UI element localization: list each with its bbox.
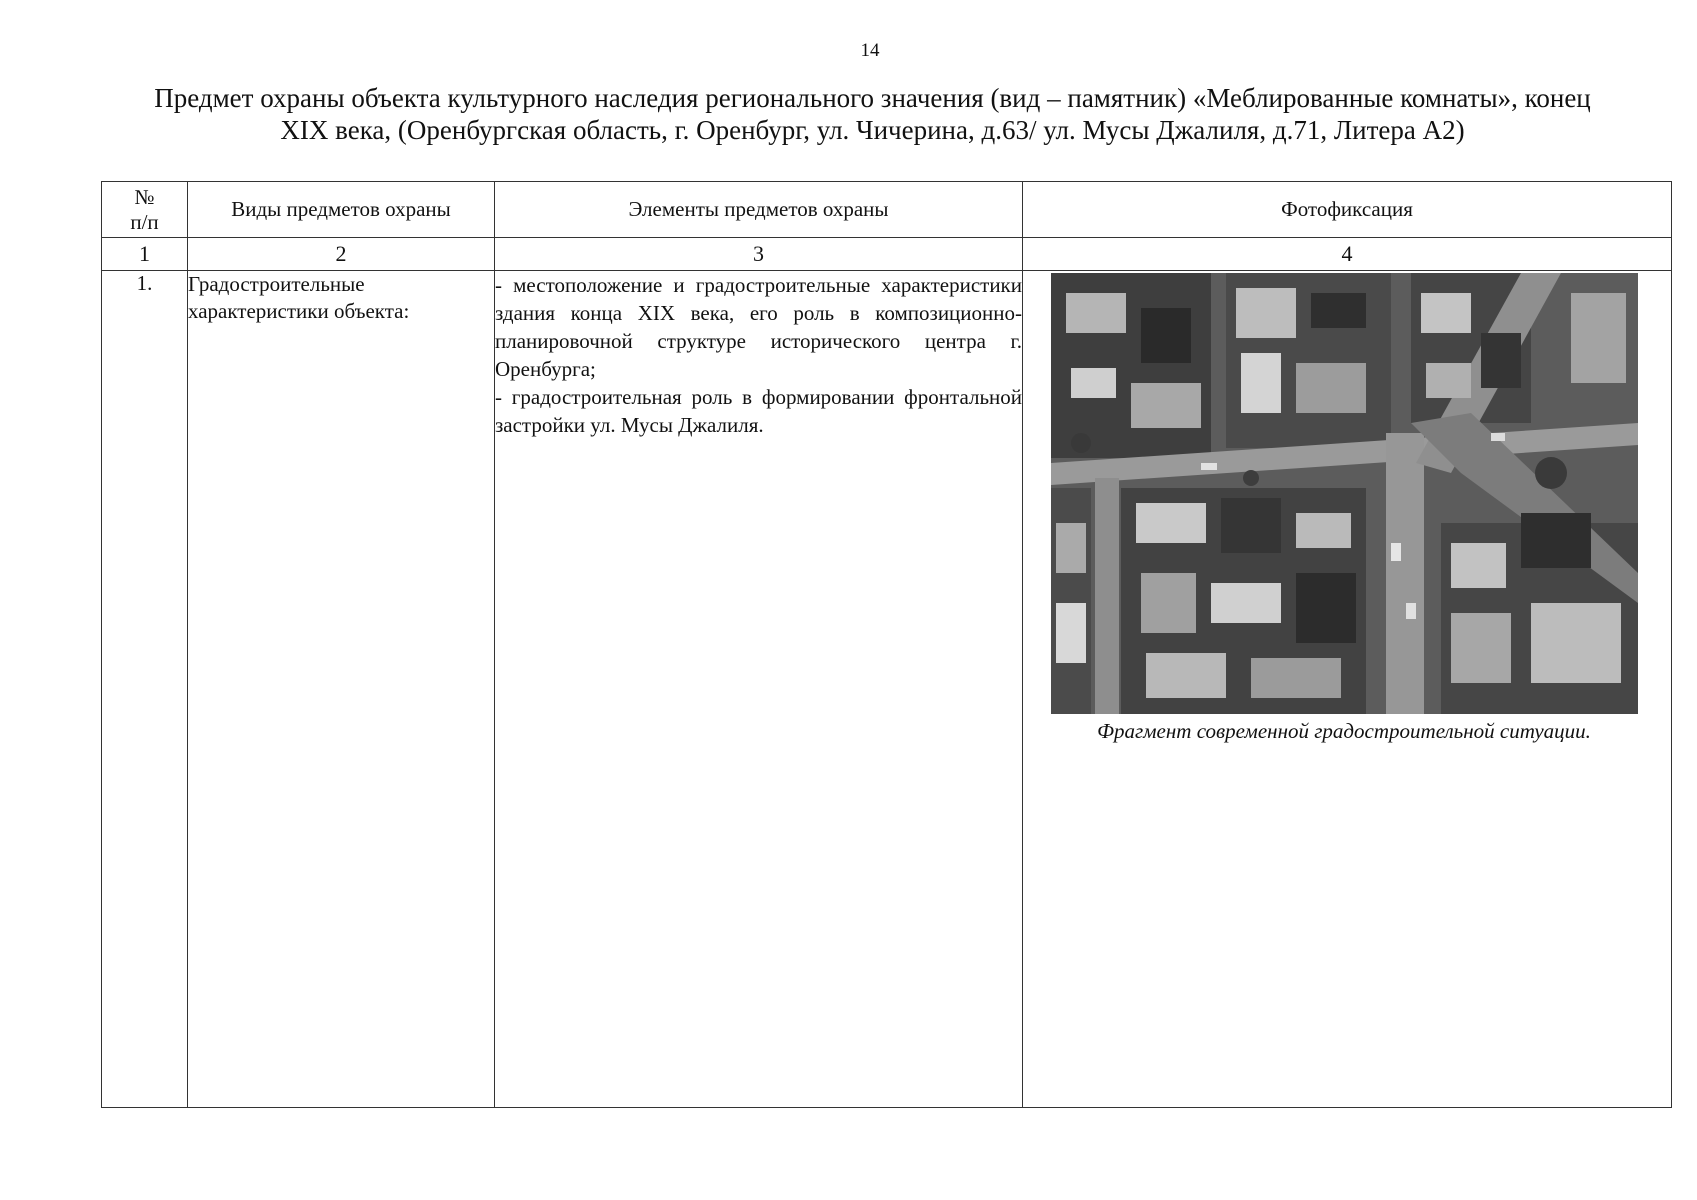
row-protection-elements bbox=[495, 271, 1023, 1108]
column-number-2: 2 bbox=[188, 238, 495, 271]
column-number-row bbox=[102, 238, 1672, 271]
header-photo: Фотофиксация bbox=[1023, 182, 1672, 238]
element-item: - местоположение и градостроительные характеристики здания конца XIX века, его роль в композиционно-планировочной структуре исторического центра г. Оренбурга; bbox=[495, 273, 1022, 381]
page-number: 14 bbox=[860, 40, 880, 61]
document-title-line-2: XIX века, (Оренбургская область, г. Оренбург, ул. Чичерина, д.63/ ул. Мусы Джалиля, д.71, Литера А2) bbox=[280, 115, 1465, 145]
aerial-photo-image bbox=[1051, 273, 1638, 714]
header-number-sign: № bbox=[134, 184, 155, 209]
header-number-abbrev: п/п bbox=[130, 209, 159, 234]
header-types: Виды предметов охраны bbox=[188, 182, 495, 238]
document-title-line-1: Предмет охраны объекта культурного наследия регионального значения (вид – памятник) «Меблированные комнаты», конец bbox=[154, 83, 1591, 113]
row-protection-type: Градостроительные характеристики объекта: bbox=[188, 271, 495, 1108]
row-index: 1. bbox=[102, 271, 188, 1108]
protection-subject-table bbox=[101, 181, 1672, 1108]
photo-caption: Фрагмент современной градостроительной ситуации. bbox=[1097, 719, 1591, 743]
header-number bbox=[102, 182, 188, 238]
aerial-photo bbox=[1051, 273, 1638, 714]
header-elements: Элементы предметов охраны bbox=[495, 182, 1023, 238]
table-header-row bbox=[102, 182, 1672, 238]
column-number-3: 3 bbox=[495, 238, 1023, 271]
column-number-4: 4 bbox=[1023, 238, 1672, 271]
row-photo-cell bbox=[1023, 271, 1672, 1108]
column-number-1: 1 bbox=[102, 238, 188, 271]
document-title bbox=[100, 82, 1645, 146]
element-item: - градостроительная роль в формировании фронтальной застройки ул. Мусы Джалиля. bbox=[495, 385, 1022, 437]
table-row bbox=[102, 271, 1672, 1108]
